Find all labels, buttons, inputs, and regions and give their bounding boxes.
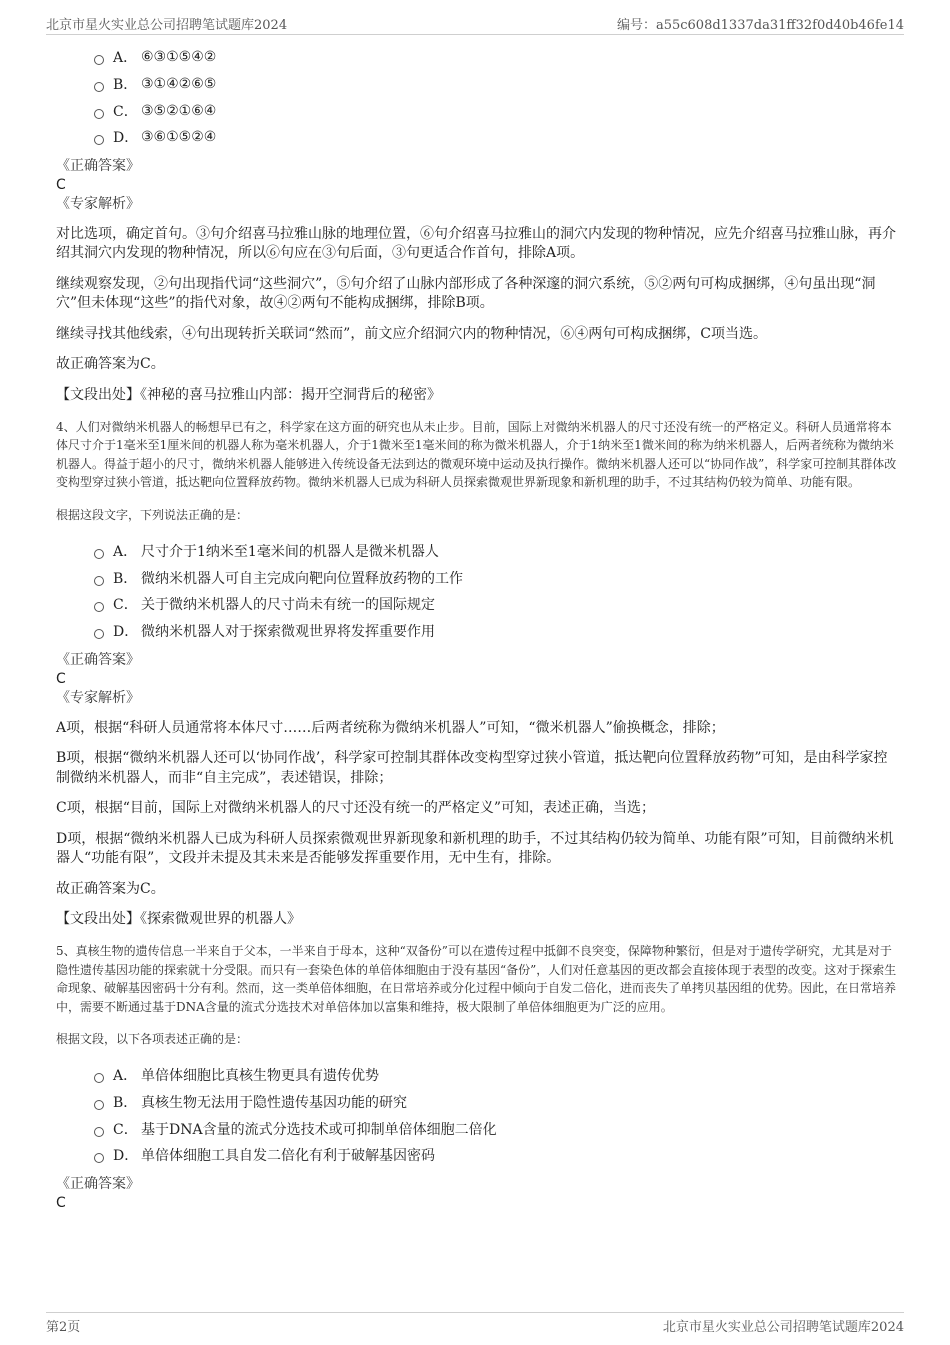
q3-answer-label: 《正确答案》 xyxy=(56,157,140,174)
option-text: ③⑥①⑤②④ xyxy=(141,129,217,146)
page-header xyxy=(46,12,904,35)
q5-answer: C xyxy=(56,1194,66,1211)
q4-option-c[interactable] xyxy=(94,591,898,618)
option-text: 单倍体细胞比真核生物更具有遗传优势 xyxy=(141,1068,379,1085)
q4-analysis-label: 《专家解析》 xyxy=(56,689,140,706)
radio-icon[interactable] xyxy=(94,135,104,145)
radio-icon[interactable] xyxy=(94,1073,104,1083)
radio-icon[interactable] xyxy=(94,1100,104,1110)
page-number: 第2页 xyxy=(46,1320,81,1335)
q5-option-c[interactable] xyxy=(94,1115,898,1142)
q5-option-a[interactable] xyxy=(94,1062,898,1089)
q4-options xyxy=(94,538,898,645)
radio-icon[interactable] xyxy=(94,1153,104,1163)
q3-analysis-label: 《专家解析》 xyxy=(56,195,140,212)
radio-icon[interactable] xyxy=(94,109,104,119)
q3-option-b[interactable] xyxy=(94,71,898,98)
option-letter: A． xyxy=(113,1068,138,1085)
q3-analysis-paragraph: 继续观察发现，②句出现指代词“这些洞穴”，⑤句介绍了山脉内部形成了各种深邃的洞穴系统，⑤②两句可构成捆绑，④句虽出现“洞穴”但未体现“这些”的指代对象，故④②两句不能构成捆绑，排除B项。 xyxy=(56,275,876,312)
option-text: 真核生物无法用于隐性遗传基因功能的研究 xyxy=(141,1095,407,1112)
page-content xyxy=(56,44,898,1213)
radio-icon[interactable] xyxy=(94,82,104,92)
q5-options xyxy=(94,1062,898,1169)
option-text: ⑥③①⑤④② xyxy=(141,49,217,66)
q3-analysis-paragraph: 故正确答案为C。 xyxy=(56,356,165,373)
q5-option-d[interactable] xyxy=(94,1142,898,1169)
option-text: 关于微纳米机器人的尺寸尚未有统一的国际规定 xyxy=(141,597,435,614)
option-text: 单倍体细胞工具自发二倍化有利于破解基因密码 xyxy=(141,1148,435,1165)
q3-option-d[interactable] xyxy=(94,124,898,151)
q3-analysis-paragraph: 继续寻找其他线索，④句出现转折关联词“然而”，前文应介绍洞穴内的物种情况，⑥④两句可构成捆绑，C项当选。 xyxy=(56,325,768,342)
q4-analysis-paragraph: D项，根据“微纳米机器人已成为科研人员探索微观世界新现象和新机理的助手，不过其结构仍较为简单、功能有限”可知，目前微纳米机器人“功能有限”，文段并未提及其未来是否能够发挥重要作用，无中生有，排除。 xyxy=(56,830,894,866)
footer-title: 北京市星火实业总公司招聘笔试题库2024 xyxy=(662,1320,904,1335)
q3-option-c[interactable] xyxy=(94,97,898,124)
option-text: 基于DNA含量的流式分选技术或可抑制单倍体细胞二倍化 xyxy=(141,1121,497,1138)
q4-analysis-paragraph: 故正确答案为C。 xyxy=(56,880,165,897)
q4-analysis-paragraph: B项，根据“微纳米机器人还可以‘协同作战’，科学家可控制其群体改变构型穿过狭小管道，抵达靶向位置释放药物”可知，是由科学家控制微纳米机器人，而非“自主完成”，表述错误，排除； xyxy=(56,750,888,786)
q4-analysis-paragraph: C项，根据“目前，国际上对微纳米机器人的尺寸还没有统一的严格定义”可知，表述正确，当选； xyxy=(56,800,656,816)
option-letter: C． xyxy=(113,597,138,614)
q4-option-a[interactable] xyxy=(94,538,898,565)
radio-icon[interactable] xyxy=(94,1127,104,1137)
option-letter: A． xyxy=(113,544,138,561)
q3-options xyxy=(94,44,898,151)
q4-answer-label: 《正确答案》 xyxy=(56,651,140,668)
header-code: 编号：a55c608d1337da31ff32f0d40b46fe14 xyxy=(616,18,904,33)
q4-source: 【文段出处】《探索微观世界的机器人》 xyxy=(56,911,301,927)
option-letter: C． xyxy=(113,103,138,120)
option-text: ③①④②⑥⑤ xyxy=(141,76,217,93)
radio-icon[interactable] xyxy=(94,602,104,612)
q4-prompt: 根据这段文字，下列说法正确的是： xyxy=(56,507,249,522)
q3-analysis-paragraph: 对比选项，确定首句。③句介绍喜马拉雅山脉的地理位置，⑥句介绍喜马拉雅山的洞穴内发现的物种情况，应先介绍喜马拉雅山脉，再介绍其洞穴内发现的物种情况，所以⑥句应在③句后面，③句更适合作首句，排除A项。 xyxy=(56,225,896,262)
q5-answer-label: 《正确答案》 xyxy=(56,1175,140,1192)
q5-option-b[interactable] xyxy=(94,1089,898,1116)
page-footer xyxy=(46,1312,904,1337)
radio-icon[interactable] xyxy=(94,576,104,586)
q3-answer: C xyxy=(56,176,66,193)
radio-icon[interactable] xyxy=(94,55,104,65)
q3-source: 【文段出处】《神秘的喜马拉雅山内部：揭开空洞背后的秘密》 xyxy=(56,386,441,403)
q5-prompt: 根据文段，以下各项表述正确的是： xyxy=(56,1032,249,1046)
option-letter: C． xyxy=(113,1121,138,1138)
option-letter: D． xyxy=(113,624,139,641)
option-letter: A． xyxy=(113,50,138,67)
option-text: 尺寸介于1纳米至1毫米间的机器人是微米机器人 xyxy=(141,544,439,561)
option-text: ③⑤②①⑥④ xyxy=(141,102,217,119)
q4-option-d[interactable] xyxy=(94,618,898,645)
q4-answer: C xyxy=(56,670,66,687)
q5-question-text: 5、真核生物的遗传信息一半来自于父本，一半来自于母本，这种“双备份”可以在遗传过程中抵御不良突变，保障物种繁衍，但是对于遗传学研究，尤其是对于隐性遗传基因功能的探索就十分受限。而只有一套染色体的单倍体细胞由于没有基因“备份”，人们对任意基因的更改都会直接体现于表型的改变。这对于探索生命现象、破解基因密码十分有利。然而，这一类单倍体细胞，在日常培养或分化过程中倾向于自发二倍化，进而丧失了单拷贝基因组的优势。因此，在日常培养中，需要不断通过基于DNA含量的流式分选技术对单倍体加以富集和维持，极大限制了单倍体细胞更为广泛的应用。 xyxy=(56,944,897,1014)
option-letter: B． xyxy=(113,570,138,587)
option-letter: B． xyxy=(113,77,138,94)
q4-option-b[interactable] xyxy=(94,564,898,591)
option-text: 微纳米机器人可自主完成向靶向位置释放药物的工作 xyxy=(141,570,463,587)
radio-icon[interactable] xyxy=(94,629,104,639)
q4-analysis-paragraph: A项，根据“科研人员通常将本体尺寸……后两者统称为微纳米机器人”可知，“微米机器人”偷换概念，排除； xyxy=(56,719,725,736)
radio-icon[interactable] xyxy=(94,549,104,559)
header-title: 北京市星火实业总公司招聘笔试题库2024 xyxy=(46,18,288,33)
option-letter: D． xyxy=(113,1148,139,1165)
option-letter: B． xyxy=(113,1095,138,1112)
q3-option-a[interactable] xyxy=(94,44,898,71)
option-letter: D． xyxy=(113,130,139,147)
q4-question-text: 4、人们对微纳米机器人的畅想早已有之，科学家在这方面的研究也从未止步。目前，国际上对微纳米机器人的尺寸还没有统一的严格定义。科研人员通常将本体尺寸介于1毫米至1厘米间的机器人称为毫米机器人，介于1微米至1毫米间的称为微米机器人，介于1纳米至1微米间的称为纳米机器人，后两者统称为微纳米机器人。得益于超小的尺寸，微纳米机器人能够进入传统设备无法到达的微观环境中运动及执行操作。微纳米机器人还可以“协同作战”，科学家可控制其群体改变构型穿过狭小管道，抵达靶向位置释放药物。微纳米机器人已成为科研人员探索微观世界新现象和新机理的助手，不过其结构仍较为简单、功能有限。 xyxy=(56,419,897,490)
option-text: 微纳米机器人对于探索微观世界将发挥重要作用 xyxy=(141,624,435,641)
